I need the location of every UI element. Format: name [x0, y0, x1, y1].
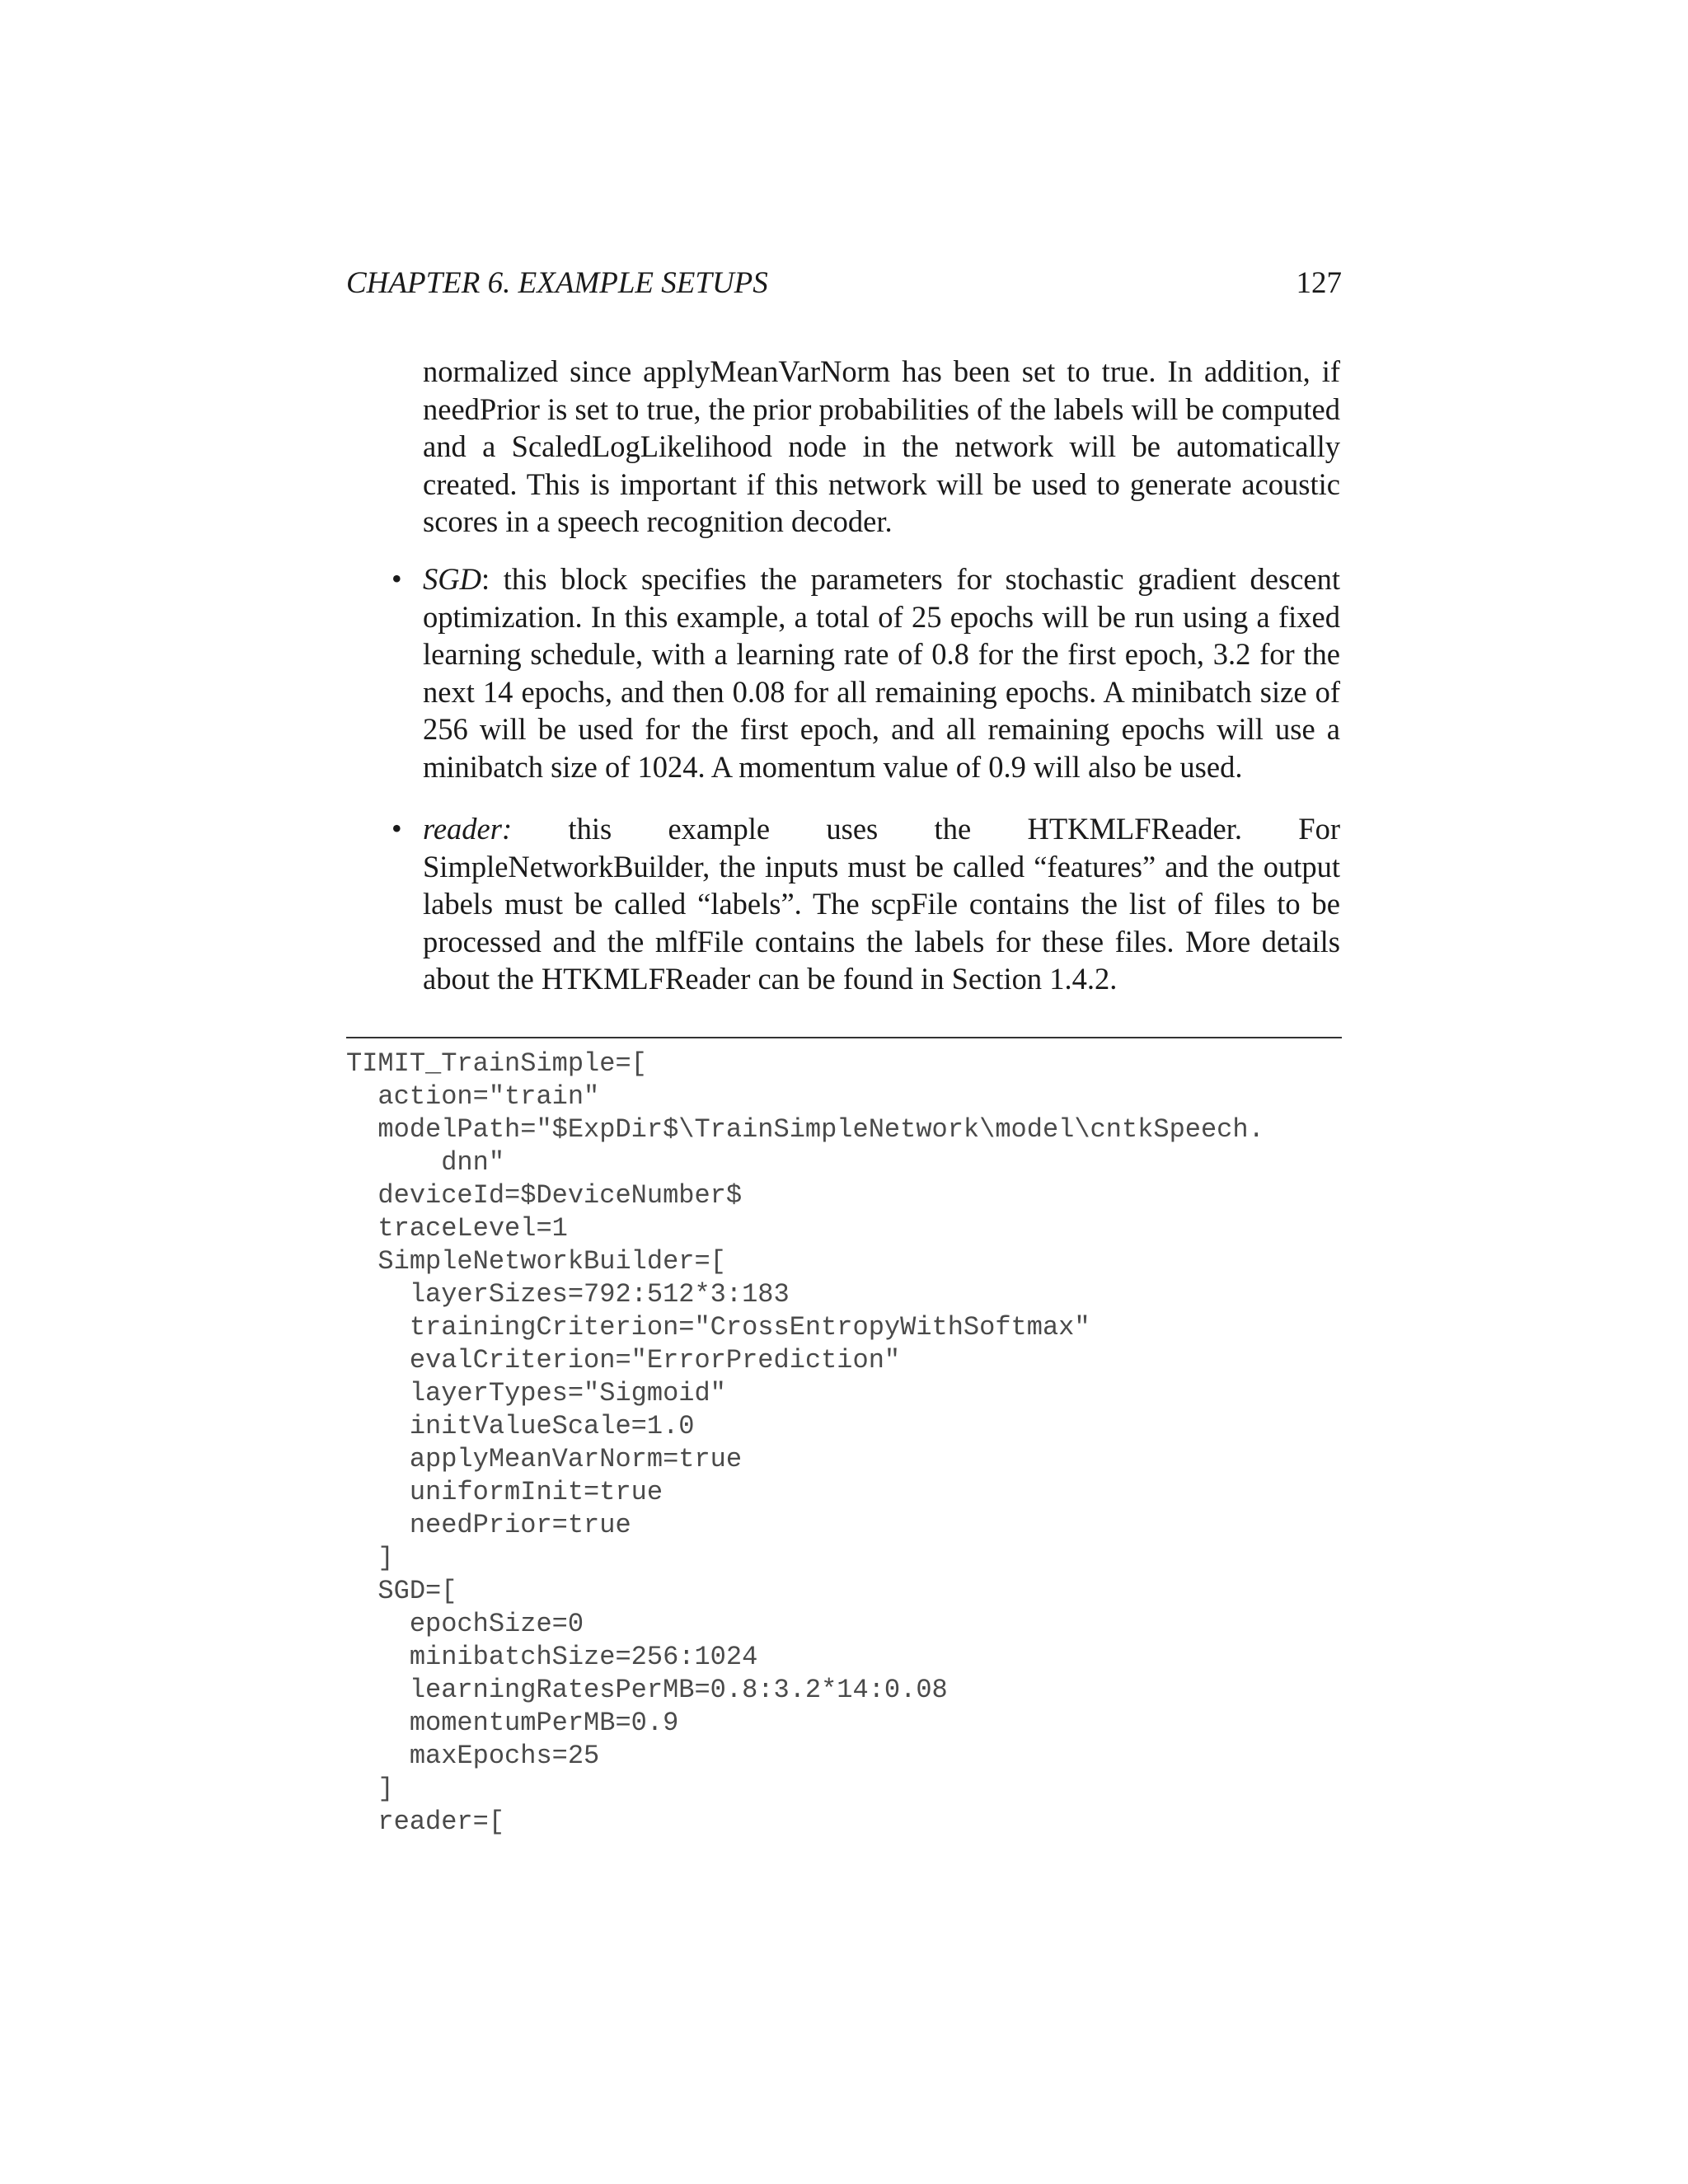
bullet-dot-icon: •	[392, 562, 402, 595]
code-line: ]	[346, 1774, 394, 1804]
code-line: TIMIT_TrainSimple=[	[346, 1048, 647, 1079]
code-line: minibatchSize=256:1024	[346, 1642, 758, 1672]
code-line: reader=[	[346, 1807, 505, 1837]
code-line: uniformInit=true	[346, 1477, 663, 1507]
code-line: traceLevel=1	[346, 1213, 568, 1244]
running-header	[346, 265, 1342, 312]
code-line: evalCriterion="ErrorPrediction"	[346, 1345, 901, 1376]
continued-paragraph: normalized since applyMeanVarNorm has been set to true. In addition, if needPrior is set to true, the prior probabilities of the labels will be computed and a ScaledLogLikelihood node in the network will be automatically created. This is important if this network will be used to generate acoustic scores in a speech recognition decoder.	[423, 354, 1340, 538]
bullet-term: SGD	[423, 562, 481, 596]
code-line: layerSizes=792:512*3:183	[346, 1279, 790, 1310]
listing-top-rule	[346, 1037, 1342, 1038]
code-line: action="train"	[346, 1081, 600, 1112]
code-line: applyMeanVarNorm=true	[346, 1444, 743, 1474]
code-line: deviceId=$DeviceNumber$	[346, 1180, 743, 1211]
bullet-item-reader	[392, 810, 1340, 998]
chapter-title: CHAPTER 6. EXAMPLE SETUPS	[346, 266, 768, 300]
code-line: maxEpochs=25	[346, 1741, 600, 1771]
code-line: epochSize=0	[346, 1609, 584, 1639]
code-line: SimpleNetworkBuilder=[	[346, 1246, 726, 1277]
bullet-term: reader:	[423, 812, 513, 846]
code-line: modelPath="$ExpDir$\TrainSimpleNetwork\model\cntkSpeech.	[346, 1114, 1264, 1145]
bullet-item-sgd	[392, 560, 1340, 785]
bullet-dot-icon: •	[392, 812, 402, 845]
code-listing	[346, 1047, 1342, 1839]
bullet-text: this example uses the HTKMLFReader. For SimpleNetworkBuilder, the inputs must be called “features” and the output labels must be called “labels”. The scpFile contains the list of files to be processed and the mlfFile contains the labels for these files. More details about the HTKMLFReader can be found in Section 1.4.2.	[423, 812, 1340, 996]
code-line: dnn"	[346, 1147, 505, 1178]
code-line: layerTypes="Sigmoid"	[346, 1378, 726, 1408]
code-line: initValueScale=1.0	[346, 1411, 695, 1441]
code-line: trainingCriterion="CrossEntropyWithSoftmax"	[346, 1312, 1090, 1343]
code-line: ]	[346, 1543, 394, 1573]
code-line: needPrior=true	[346, 1510, 631, 1540]
code-line: learningRatesPerMB=0.8:3.2*14:0.08	[346, 1675, 948, 1705]
bullet-text: : this block specifies the parameters for stochastic gradient descent optimization. In this example, a total of 25 epochs will be run using a fixed learning schedule, with a learning rate of 0.8 for the first epoch, 3.2 for the next 14 epochs, and then 0.08 for all remaining epochs. A minibatch size of 256 will be used for the first epoch, and all remaining epochs will use a minibatch size of 1024. A momentum value of 0.9 will also be used.	[423, 562, 1340, 784]
code-line: SGD=[	[346, 1576, 457, 1606]
code-line: momentumPerMB=0.9	[346, 1708, 679, 1738]
page-number: 127	[1296, 266, 1342, 300]
